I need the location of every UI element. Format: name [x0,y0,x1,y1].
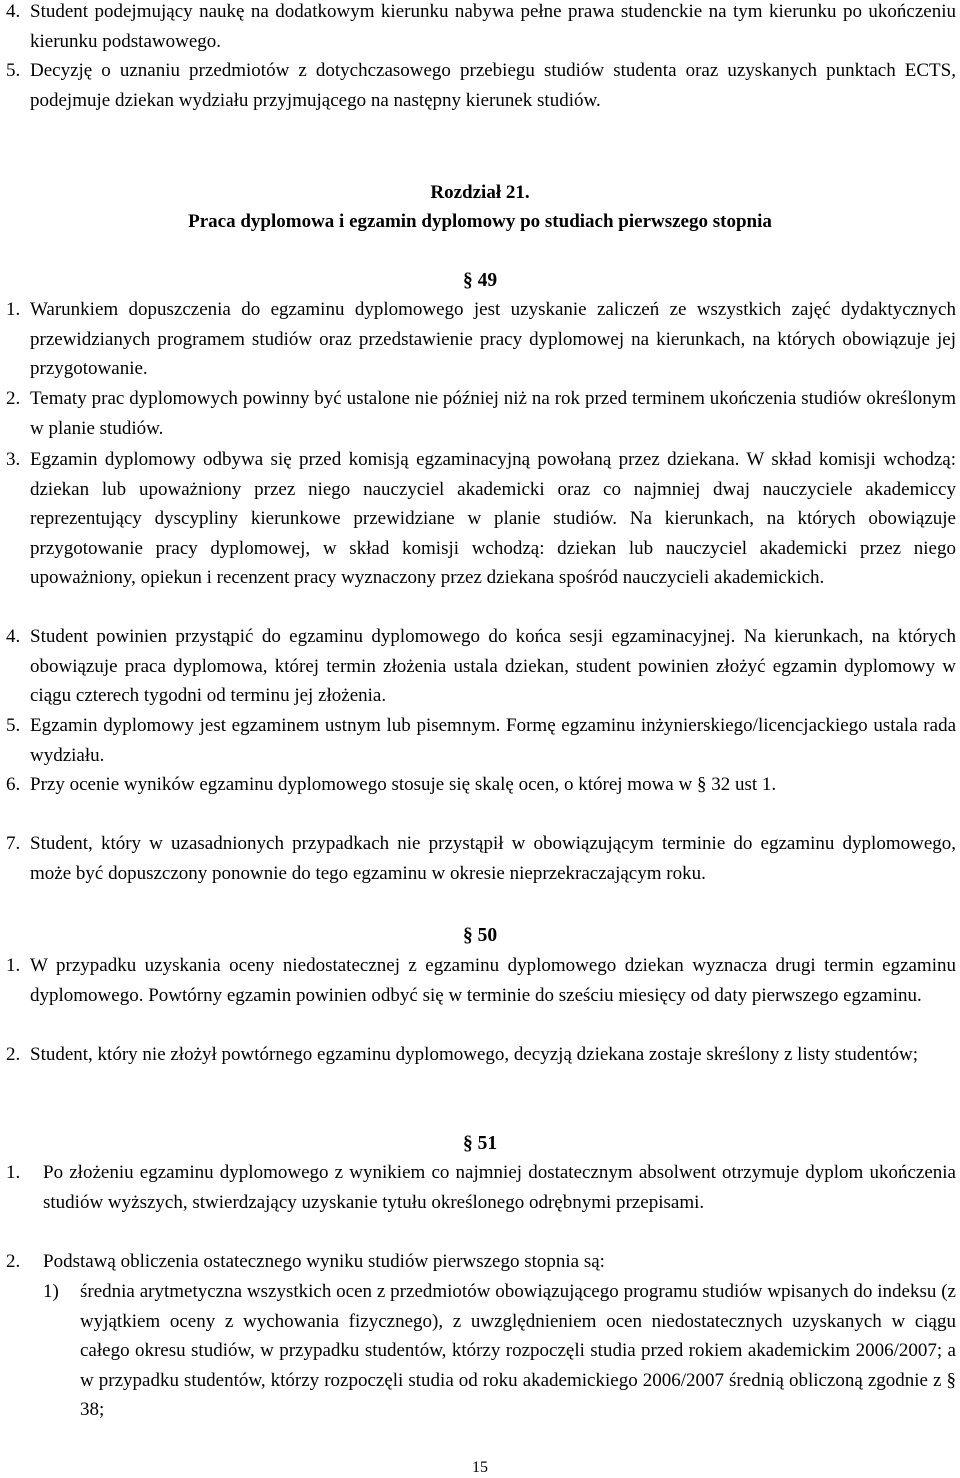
paragraph-4 [6,0,956,56]
item-number: 2. [6,1251,21,1272]
subitem-text: średnia arytmetyczna wszystkich ocen z przedmiotów obowiązującego programu studiów wpisanych do indeksu (z wyjątkiem oceny z wychowania fizycznego), z uwzględnieniem ocen niedostatecznych uzyskanych w ciągu całego okresu studiów, w przypadku studentów, którzy rozpoczęli studia przed rokiem akademickim 2006/2007; a w przypadku studentów, którzy rozpoczęli studia od roku akademickiego 2006/2007 średnią obliczoną zgodnie z § 38; [80,1281,956,1420]
s49-item-1 [6,295,956,384]
item-text: Warunkiem dopuszczenia do egzaminu dyplomowego jest uzyskanie zaliczeń ze wszystkich zajęć dydaktycznych przewidzianych programem studiów oraz przedstawienie pracy dyplomowej na kierunkach, na których obowiązuje jej przygotowanie. [30,299,956,379]
item-number: 6. [6,774,21,795]
item-number: 2. [6,388,21,409]
paragraph-number: 4. [6,1,21,22]
s51-item-1 [6,1158,956,1217]
item-text: Student powinien przystąpić do egzaminu dyplomowego do końca sesji egzaminacyjnej. Na kierunkach, na których obowiązuje praca dyplomowa, której termin złożenia ustala dziekan, student powinien złożyć egzamin dyplomowy w ciągu czterech tygodni od terminu jej złożenia. [30,626,956,706]
section-heading-50: § 50 [462,925,498,946]
s50-item-2 [6,1040,956,1070]
item-text: Przy ocenie wyników egzaminu dyplomowego stosuje się skalę ocen, o której mowa w § 32 ust 1. [30,774,777,795]
item-text: Egzamin dyplomowy jest egzaminem ustnym lub pisemnym. Formę egzaminu inżynierskiego/licencjackiego ustala rada wydziału. [30,715,956,766]
item-text: Student, który nie złożył powtórnego egzaminu dyplomowego, decyzją dziekana zostaje skreślony z listy studentów; [30,1044,919,1065]
s49-item-5 [6,711,956,770]
s49-item-6 [6,770,956,800]
item-text: Tematy prac dyplomowych powinny być ustalone nie później niż na rok przed terminem ukończenia studiów określonym w planie studiów. [30,388,956,439]
s49-item-2 [6,384,956,443]
item-text: Podstawą obliczenia ostatecznego wyniku studiów pierwszego stopnia są: [43,1251,605,1272]
item-number: 5. [6,715,21,736]
item-text: Po złożeniu egzaminu dyplomowego z wynikiem co najmniej dostatecznym absolwent otrzymuje dyplom ukończenia studiów wyższych, stwierdzający uzyskanie tytułu określonego odrębnymi przepisami. [43,1162,956,1213]
s49-item-7 [6,829,956,888]
item-number: 4. [6,626,21,647]
page-number: 15 [472,1459,488,1476]
section-heading-49: § 49 [462,270,498,291]
paragraph-text: Student podejmujący naukę na dodatkowym kierunku nabywa pełne prawa studenckie na tym kierunku po ukończeniu kierunku podstawowego. [30,1,956,52]
s50-item-1 [6,951,956,1010]
item-number: 1. [6,955,21,976]
s49-item-4 [6,622,956,711]
chapter-number: Rozdział 21. [430,182,530,203]
item-text: Egzamin dyplomowy odbywa się przed komisją egzaminacyjną powołaną przez dziekana. W skład komisji wchodzą: dziekan lub upoważniony przez niego nauczyciel akademicki oraz co najmniej dwaj nauczyciele akademiccy reprezentujący dyscypliny kierunkowe przewidziane w planie studiów. Na kierunkach, na których obowiązuje przygotowanie pracy dyplomowej, w skład komisji wchodzą: dziekan lub nauczyciel akademicki przez niego upoważniony, opiekun i recenzent pracy wyznaczony przez dziekana spośród nauczycieli akademickich. [30,449,956,588]
subitem-number: 1) [43,1281,59,1302]
s49-item-3 [6,445,956,593]
item-number: 1. [6,1162,21,1183]
paragraph-text: Decyzję o uznaniu przedmiotów z dotychczasowego przebiegu studiów studenta oraz uzyskanych punktach ECTS, podejmuje dziekan wydziału przyjmującego na następny kierunek studiów. [30,60,956,111]
chapter-title: Praca dyplomowa i egzamin dyplomowy po studiach pierwszego stopnia [188,211,772,232]
item-number: 2. [6,1044,21,1065]
item-number: 7. [6,833,21,854]
item-number: 1. [6,299,21,320]
s51-subitem-1 [43,1277,956,1425]
s51-item-2 [6,1247,956,1277]
paragraph-5 [6,56,956,115]
item-number: 3. [6,449,21,470]
item-text: W przypadku uzyskania oceny niedostatecznej z egzaminu dyplomowego dziekan wyznacza drugi termin egzaminu dyplomowego. Powtórny egzamin powinien odbyć się w terminie do sześciu miesięcy od daty pierwszego egzaminu. [30,955,956,1006]
section-heading-51: § 51 [462,1133,498,1154]
item-text: Student, który w uzasadnionych przypadkach nie przystąpił w obowiązującym terminie do egzaminu dyplomowego, może być dopuszczony ponownie do tego egzaminu w okresie nieprzekraczającym roku. [30,833,956,884]
paragraph-number: 5. [6,60,21,81]
